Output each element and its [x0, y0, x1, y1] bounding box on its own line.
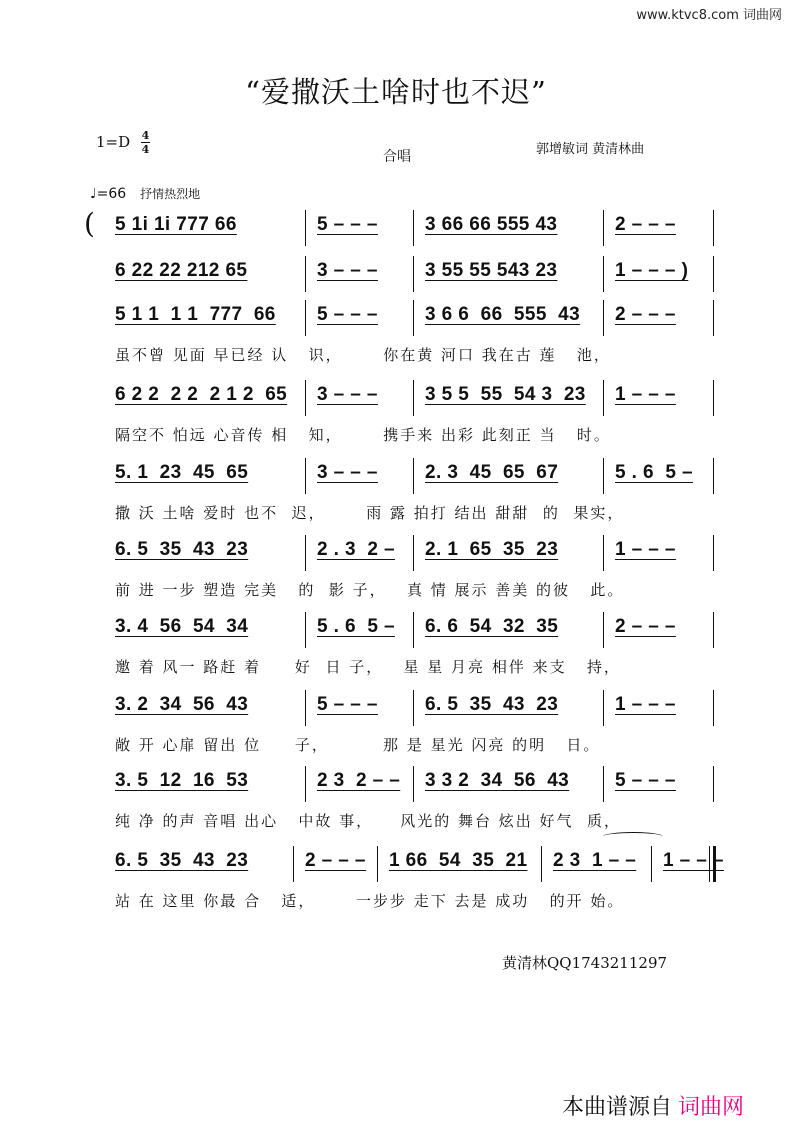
measure-notes: 3. 4 56 54 34: [115, 616, 249, 637]
barline: [377, 846, 378, 882]
barline: [305, 300, 306, 336]
lyrics: 纯 净 的声 音唱 出心 中故 事， 风光的 舞台 炫出 好气 质，: [115, 812, 622, 830]
barline: [413, 612, 414, 648]
barline: [293, 846, 294, 882]
score-line: [0, 380, 792, 444]
barline: [305, 612, 306, 648]
score-line: [0, 300, 792, 364]
barline: [603, 210, 604, 246]
lyrics: 虽不曾 见面 早已经 认 识， 你在黄 河口 我在古 莲 池，: [115, 346, 611, 364]
barline: [305, 535, 306, 571]
barline: [305, 256, 306, 292]
barline: [713, 256, 714, 292]
barline: [603, 458, 604, 494]
barline: [603, 766, 604, 802]
measure-notes: 2 – – –: [615, 616, 676, 637]
barline: [603, 535, 604, 571]
measure-notes: 2 3 1 – –: [553, 850, 637, 871]
measure-notes: 3 66 66 555 43: [425, 214, 558, 235]
barline: [541, 846, 542, 882]
lyrics: 敞 开 心扉 留出 位 子， 那 是 星光 闪亮 的明 日。: [115, 736, 601, 754]
score-staff: [115, 300, 715, 336]
measure-notes: 1 – – –: [615, 694, 676, 715]
tempo: [90, 185, 200, 202]
performance-form: 合唱: [383, 149, 411, 165]
measure-notes: 1 – – – ): [615, 260, 689, 281]
barline: [603, 256, 604, 292]
source-prefix: 本曲谱源自: [562, 1095, 673, 1120]
score-line: [0, 612, 792, 676]
measure-notes: 3. 5 12 16 53: [115, 770, 249, 791]
measure-notes: 6. 5 35 43 23: [115, 850, 249, 871]
score-staff: [115, 380, 715, 416]
measure-notes: 2 – – –: [615, 304, 676, 325]
score-staff: [115, 846, 724, 882]
barline: [713, 300, 714, 336]
measure-notes: 5. 1 23 45 65: [115, 462, 249, 483]
barline: [713, 380, 714, 416]
tempo-expression: 抒情热烈地: [140, 187, 201, 201]
score-line: [0, 535, 792, 599]
barline: [413, 458, 414, 494]
final-barline: [709, 846, 716, 882]
barline: [413, 535, 414, 571]
score-line: [0, 846, 792, 910]
barline: [413, 210, 414, 246]
score-line: [0, 690, 792, 754]
barline: [603, 300, 604, 336]
barline: [413, 766, 414, 802]
barline: [603, 690, 604, 726]
barline: [305, 766, 306, 802]
measure-notes: 3 3 2 34 56 43: [425, 770, 570, 791]
barline: [651, 846, 652, 882]
lyrics: 前 进 一步 塑造 完美 的 影 子， 真 情 展示 善美 的彼 此。: [115, 581, 625, 599]
measure-notes: 5 – – –: [317, 694, 378, 715]
measure-notes: 5 1i 1i 777 66: [115, 214, 237, 235]
barline: [305, 458, 306, 494]
barline: [305, 690, 306, 726]
credits: 郭增敏词 黄清林曲: [536, 142, 645, 157]
song-title: “爱撒沃土啥时也不迟”: [245, 75, 547, 109]
measure-notes: 3. 2 34 56 43: [115, 694, 249, 715]
barline: [713, 766, 714, 802]
score-staff: [115, 612, 715, 648]
key-signature: 1=D: [96, 133, 131, 151]
measure-notes: 2. 1 65 35 23: [425, 539, 559, 560]
measure-notes: 6. 5 35 43 23: [425, 694, 559, 715]
barline: [413, 256, 414, 292]
measure-notes: 6 2 2 2 2 2 1 2 65: [115, 384, 288, 405]
score-line: [0, 766, 792, 830]
score-staff: [115, 256, 715, 292]
barline: [413, 690, 414, 726]
measure-notes: 1 66 54 35 21: [389, 850, 528, 871]
measure-notes: 6 22 22 212 65: [115, 260, 248, 281]
barline: [713, 690, 714, 726]
barline: [713, 210, 714, 246]
score-staff: [115, 535, 715, 571]
score-staff: [115, 690, 715, 726]
measure-notes: 1 – – –: [615, 539, 676, 560]
score-staff: [115, 458, 715, 494]
measure-notes: 3 6 6 66 555 43: [425, 304, 581, 325]
measure-notes: 2 3 2 – –: [317, 770, 401, 791]
barline: [603, 612, 604, 648]
barline: [713, 535, 714, 571]
measure-notes: 3 – – –: [317, 462, 378, 483]
barline: [305, 210, 306, 246]
score-staff: [115, 210, 715, 246]
measure-notes: 2 – – –: [615, 214, 676, 235]
measure-notes: 1 – – –: [615, 384, 676, 405]
measure-notes: 1 – – –: [663, 850, 724, 871]
measure-notes: 5 – – –: [615, 770, 676, 791]
measure-notes: 2. 3 45 65 67: [425, 462, 559, 483]
measure-notes: 5 1 1 1 1 777 66: [115, 304, 276, 325]
measure-notes: 5 – – –: [317, 304, 378, 325]
site-header: www.ktvc8.com 词曲网: [636, 8, 782, 23]
measure-notes: 6. 5 35 43 23: [115, 539, 249, 560]
score-line: [0, 458, 792, 522]
time-signature-bottom: 4: [141, 143, 150, 156]
measure-notes: 6. 6 54 32 35: [425, 616, 559, 637]
barline: [305, 380, 306, 416]
lyrics: 隔空不 怕远 心音传 相 知， 携手来 出彩 此刻正 当 时。: [115, 426, 611, 444]
measure-notes: 2 . 3 2 –: [317, 539, 395, 560]
signature: 黄清林QQ1743211297: [502, 954, 668, 972]
measure-notes: 2 – – –: [305, 850, 366, 871]
barline: [603, 380, 604, 416]
source-credit: [562, 1090, 744, 1121]
time-signature-top: 4: [141, 129, 150, 142]
lyrics: 站 在 这里 你最 合 适， 一步步 走下 去是 成功 的开 始。: [115, 892, 625, 910]
measure-notes: 3 5 5 55 54 3 23: [425, 384, 586, 405]
barline: [713, 612, 714, 648]
measure-notes: 3 – – –: [317, 384, 378, 405]
time-signature: [141, 130, 150, 155]
barline: [413, 380, 414, 416]
score-staff: [115, 766, 715, 802]
measure-notes: 3 55 55 543 23: [425, 260, 558, 281]
tempo-mark: ♩=66: [90, 186, 127, 202]
measure-notes: 5 – – –: [317, 214, 378, 235]
lyrics: 邀 着 风一 路赶 着 好 日 子， 星 星 月亮 相伴 来支 持，: [115, 658, 621, 676]
measure-notes: 5 . 6 5 –: [317, 616, 395, 637]
source-brand: 词曲网: [678, 1095, 745, 1120]
barline: [413, 300, 414, 336]
barline: [713, 458, 714, 494]
measure-notes: 5 . 6 5 –: [615, 462, 693, 483]
lyrics: 撒 沃 土啥 爱时 也不 迟， 雨 露 拍打 结出 甜甜 的 果实，: [115, 504, 625, 522]
tie-arc: [603, 832, 663, 841]
intro-open-paren: (: [84, 207, 95, 240]
measure-notes: 3 – – –: [317, 260, 378, 281]
